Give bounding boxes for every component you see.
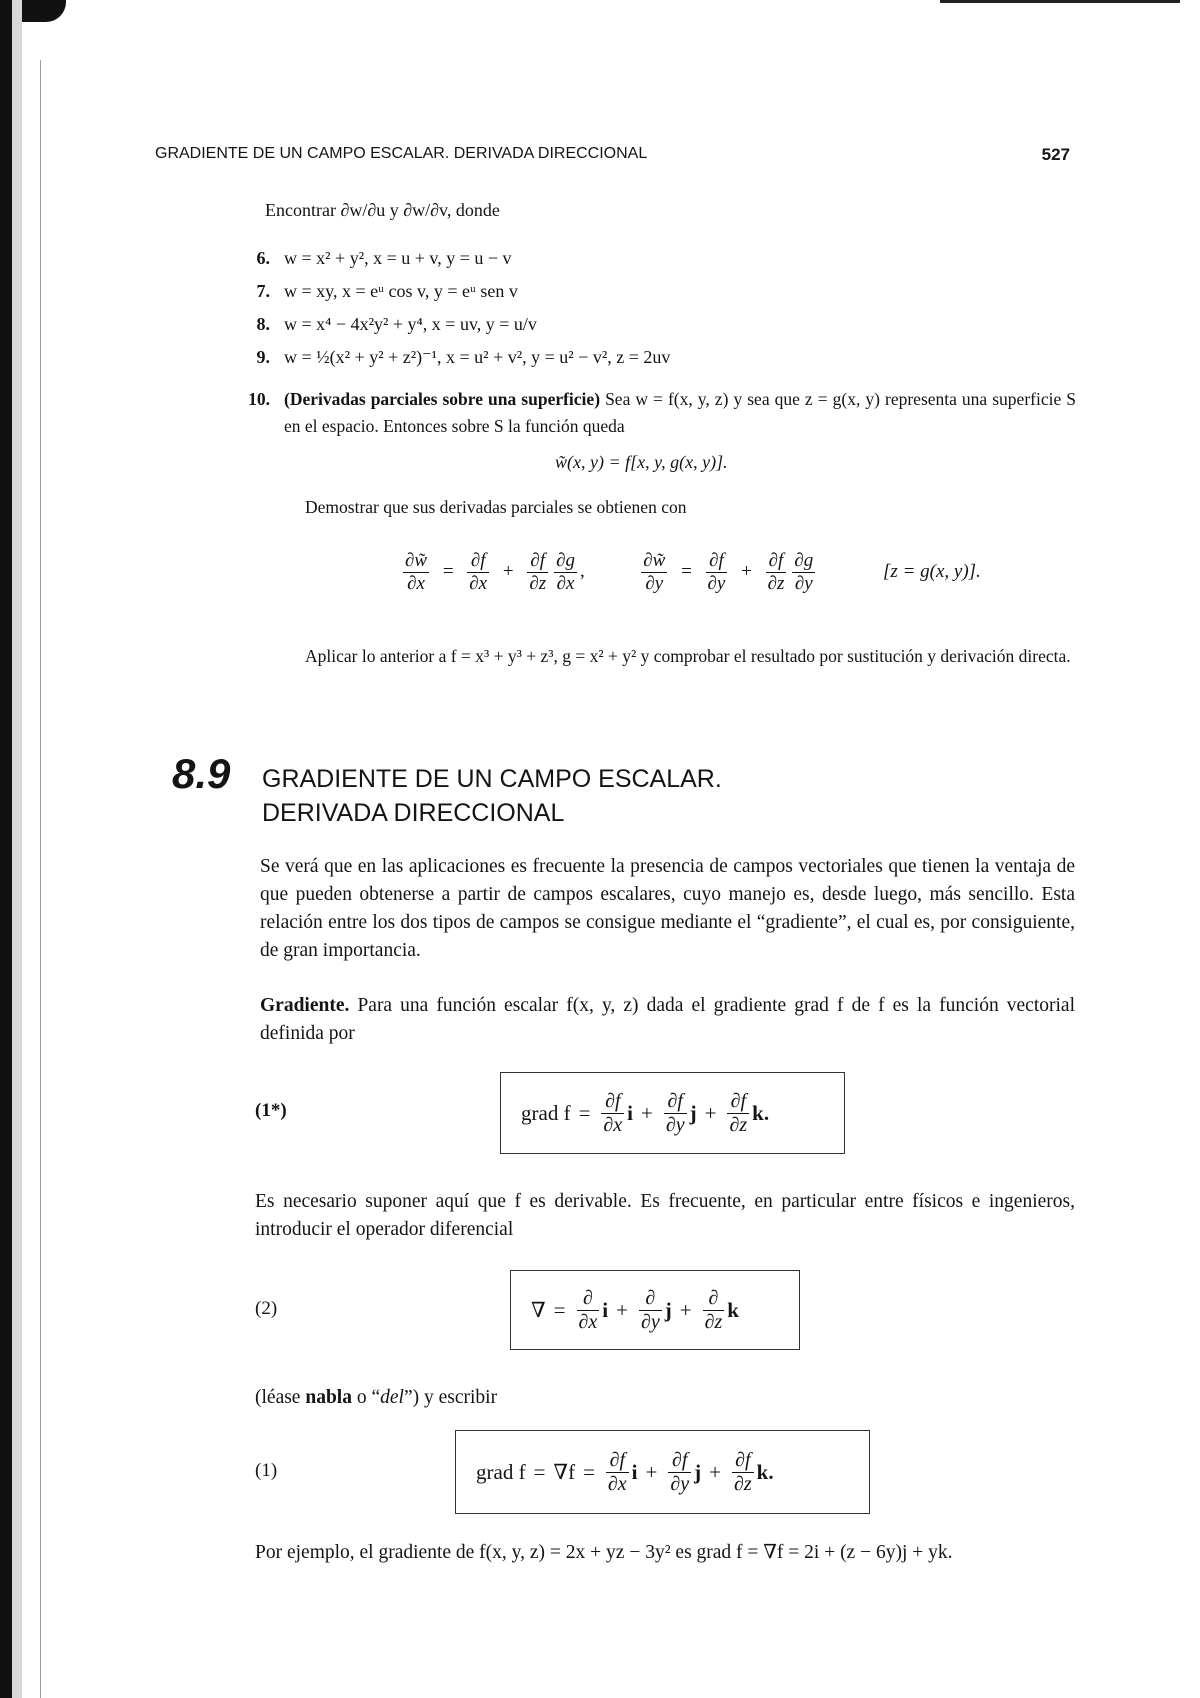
fraction-d-dz: $\frac{\partial}{\partial z}$ [704,1286,723,1333]
section-title [262,762,722,830]
fraction-df-dy: $\frac{\partial f}{\partial y}$ [670,1448,690,1495]
fraction-d-dy: $\frac{\partial}{\partial y}$ [640,1286,660,1333]
surface-function-formula: w̃(x, y) = f[x, y, g(x, y)]. [555,452,728,472]
fraction-dg-dy: $\frac{\partial g}{\partial y}$ [794,550,814,594]
page-number: 527 [1041,145,1070,164]
paragraph-intro: Se verá que en las aplicaciones es frecuente la presencia de campos vectoriales que tienen la ventaja de que pueden obtenerse a partir de campos escalares, cuyo manejo es, desde luego, más sencillo. Esta relación entre los dos tipos de campos se consigue mediante el “gradiente”, el cual es, por consiguiente, de gran importancia. [260,856,1075,961]
definition-text: Para una función escalar f(x, y, z) dada el gradiente grad f de f es la función vectorial definida por [260,995,1075,1044]
exercise-text: w = x² + y², x = u + v, y = u − v [284,248,512,268]
fraction-d-dx: $\frac{\partial}{\partial x}$ [578,1286,598,1333]
paragraph-operator: Es necesario suponer aquí que f es derivable. Es frecuente, en particular entre físicos e ingenieros, introducir el operador diferencial [255,1191,1075,1240]
fraction-df-dz: $\frac{\partial f}{\partial z}$ [733,1448,752,1495]
section-title-line: GRADIENTE DE UN CAMPO ESCALAR. [262,765,722,793]
exercise-10-text: Sea w = f(x, y, z) y sea que z = g(x, y) representa una superficie S en el espacio. Entonces sobre S la función queda [284,389,1077,436]
fraction-df-dx: $\frac{\partial f}{\partial x}$ [603,1089,623,1136]
equation-label: (2) [255,1298,278,1319]
exercise-10-body [284,386,1076,440]
section-title-line: DERIVADA DIRECCIONAL [262,799,565,827]
partial-derivative-equation: $\frac{\partial w̃}{\partial x}$ = $\frac{\partial f}{\partial x}$ + $\frac{\partial f}{\partial z}$ $\frac{\partial g}{\partial x}$ , $\frac{\partial w̃}{\partial y}$ = $\frac{\partial f}{\partial y}$ + $\frac{\partial f}{\partial z}$ $\frac{\partial g}{\partial y}$ [z = g(x, y)]. [405,550,981,594]
fraction-dw-dy: $\frac{\partial w̃}{\partial y}$ [643,550,666,594]
exercise-10-title: (Derivadas parciales sobre una superficie) [284,389,601,409]
exercise-number: 10. [248,389,270,409]
exercise-text: w = x⁴ − 4x²y² + y⁴, x = uv, y = u/v [284,314,537,334]
top-edge-line [940,0,1180,3]
fraction-df-dy: $\frac{\partial f}{\partial y}$ [707,550,726,594]
demonstration-prompt: Demostrar que sus derivadas parciales se obtienen con [305,497,687,517]
exercise-text: w = ½(x² + y² + z²)⁻¹, x = u² + v², y = u² − v², z = 2uv [284,347,671,367]
exercise-item [236,314,1076,347]
fraction-df-dz: $\frac{\partial f}{\partial z}$ [529,550,547,594]
exercise-intro: Encontrar ∂w/∂u y ∂w/∂v, donde [265,200,500,220]
exercise-number: 7. [256,281,270,301]
term-nabla: nabla [305,1387,352,1408]
fraction-df-dz: $\frac{\partial f}{\partial z}$ [729,1089,748,1136]
exercise-list [236,248,1076,380]
equation-label: (1) [255,1460,278,1481]
running-head [155,145,1070,169]
fraction-df-dx: $\frac{\partial f}{\partial x}$ [469,550,488,594]
book-spine-shadow [0,0,72,1698]
running-head-title: GRADIENTE DE UN CAMPO ESCALAR. DERIVADA DIRECCIONAL [155,145,648,162]
boxed-equation-grad-nabla: grad f = ∇f = $\frac{\partial f}{\partial x}$ i + $\frac{\partial f}{\partial y}$ j + $\frac{\partial f}{\partial z}$ k. [455,1430,870,1514]
section-number: 8.9 [172,750,231,797]
exercise-text: w = xy, x = eᵘ cos v, y = eᵘ sen v [284,281,518,301]
fraction-dw-dx: $\frac{\partial w̃}{\partial x}$ [405,550,428,594]
apply-instruction: Aplicar lo anterior a f = x³ + y³ + z³, g = x² + y² y comprobar el resultado por sustitución y derivación directa. [305,646,1071,666]
exercise-item [236,281,1076,314]
exercise-number: 8. [256,314,270,334]
exercise-item [236,248,1076,281]
fraction-dg-dx: $\frac{\partial g}{\partial x}$ [556,550,576,594]
fraction-df-dx: $\frac{\partial f}{\partial x}$ [607,1448,627,1495]
exercise-number: 9. [256,347,270,367]
equation-condition: [z = g(x, y)]. [883,560,981,582]
boxed-equation-gradient: grad f = $\frac{\partial f}{\partial x}$ i + $\frac{\partial f}{\partial y}$ j + $\frac{\partial f}{\partial z}$ k. [500,1072,845,1154]
fraction-df-dy: $\frac{\partial f}{\partial y}$ [665,1089,685,1136]
exercise-number: 6. [256,248,270,268]
paragraph-nabla: (léase nabla o “del”) y escribir [255,1387,498,1408]
fraction-df-dz: $\frac{\partial f}{\partial z}$ [767,550,785,594]
paragraph-gradient-definition [260,992,1075,1048]
exercise-item [236,347,1076,380]
boxed-equation-nabla: ∇ = $\frac{\partial}{\partial x}$ i + $\frac{\partial}{\partial y}$ j + $\frac{\partial}{\partial z}$ k [510,1270,800,1350]
paragraph-example: Por ejemplo, el gradiente de f(x, y, z) = 2x + yz − 3y² es grad f = ∇f = 2i + (z − 6y)j + yk. [255,1542,953,1563]
term-gradient: Gradiente. [260,995,350,1016]
equation-label: (1*) [255,1100,287,1121]
